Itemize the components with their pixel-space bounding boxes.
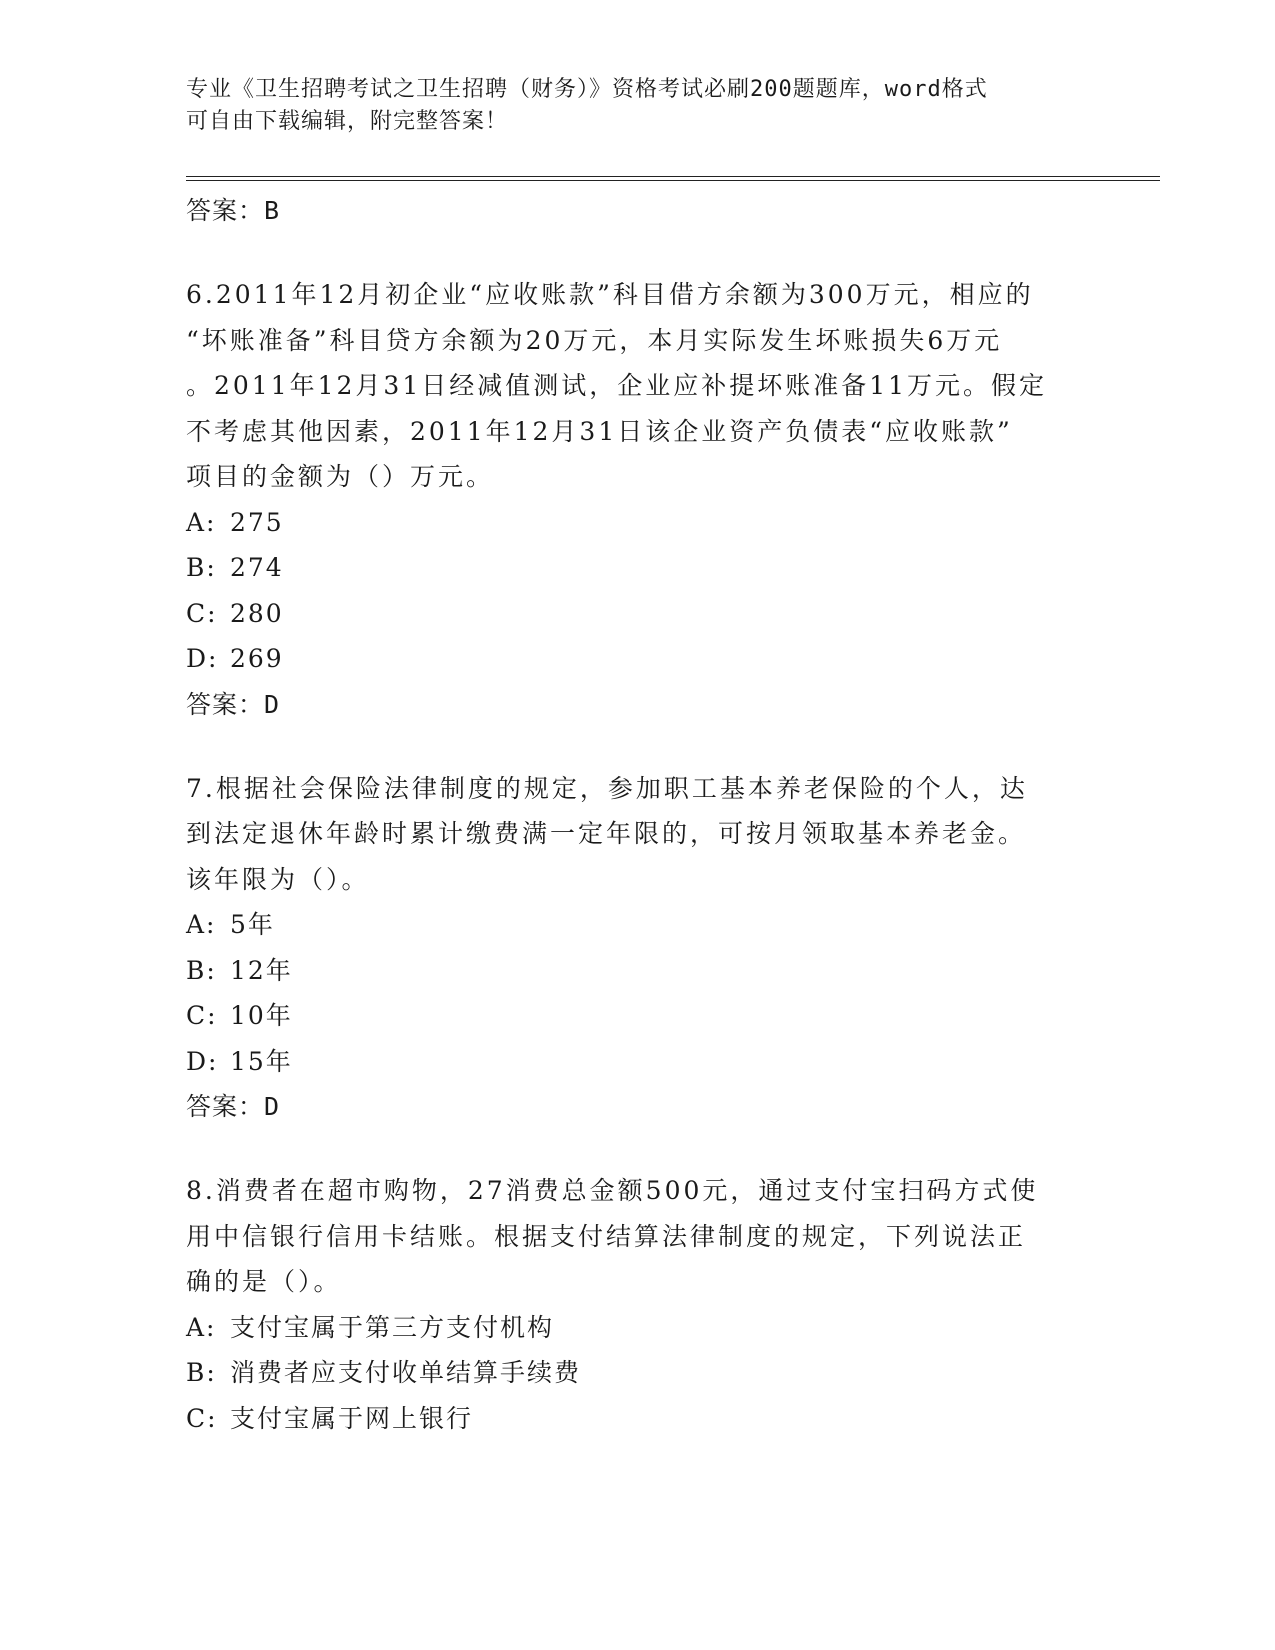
option-letter: A: (186, 1312, 217, 1342)
page-header (186, 74, 1066, 138)
option-text: 275 (230, 507, 284, 537)
question-answer: 答案：D (186, 689, 281, 719)
option-letter: B: (186, 553, 217, 582)
option-letter: A: (186, 910, 217, 939)
option-text: 280 (230, 598, 284, 628)
header-line-1: 专业《卫生招聘考试之卫生招聘（财务）》资格考试必刷200题题库，word格式 (186, 77, 988, 102)
option-c (186, 993, 1086, 1039)
option-letter: A: (186, 507, 217, 537)
option-text: 15年 (230, 1046, 293, 1076)
option-letter: C: (186, 598, 218, 628)
option-text: 消费者应支付收单结算手续费 (230, 1358, 582, 1387)
option-text: 12年 (230, 955, 293, 985)
option-text: 5年 (230, 910, 275, 939)
option-a (186, 500, 1086, 546)
option-d (186, 1039, 1086, 1085)
question-stem-line: 8.消费者在超市购物，27消费总金额500元，通过支付宝扫码方式使 (186, 1176, 1039, 1205)
option-text: 支付宝属于第三方支付机构 (230, 1312, 555, 1342)
question-stem-line: 到法定退休年龄时累计缴费满一定年限的，可按月领取基本养老金。 (186, 819, 1027, 848)
option-text: 274 (230, 553, 284, 582)
option-b (186, 1350, 1086, 1396)
question-stem-line: “坏账准备”科目贷方余额为20万元，本月实际发生坏账损失6万元 (186, 325, 1003, 355)
option-text: 支付宝属于网上银行 (230, 1403, 474, 1433)
option-b (186, 948, 1086, 994)
option-letter: D: (186, 1046, 219, 1076)
option-b (186, 545, 1086, 591)
question-stem-line: 项目的金额为（）万元。 (186, 462, 495, 491)
document-body (186, 188, 1086, 1441)
option-letter: B: (186, 955, 217, 985)
option-a (186, 1305, 1086, 1351)
question-stem-line: 确的是（）。 (186, 1267, 342, 1296)
option-text: 10年 (230, 1001, 293, 1030)
question-7 (186, 766, 1086, 1131)
option-letter: B: (186, 1358, 217, 1387)
question-stem-line: 该年限为（）。 (186, 864, 370, 894)
question-stem-line: 不考虑其他因素，2011年12月31日该企业资产负债表“应收账款” (186, 416, 1013, 446)
question-stem-line: 6.2011年12月初企业“应收账款”科目借方余额为300万元，相应的 (186, 280, 1034, 309)
question-answer: 答案：D (186, 1092, 281, 1121)
option-letter: C: (186, 1001, 218, 1030)
option-letter: C: (186, 1403, 218, 1433)
option-letter: D: (186, 644, 219, 673)
header-line-2: 可自由下载编辑，附完整答案！ (186, 109, 509, 134)
option-c (186, 591, 1086, 637)
question-6 (186, 272, 1086, 728)
question-stem-line: 7.根据社会保险法律制度的规定，参加职工基本养老保险的个人，达 (186, 773, 1028, 803)
option-text: 269 (230, 644, 284, 673)
question-stem-line: 。2011年12月31日经减值测试，企业应补提坏账准备11万元。假定 (186, 371, 1048, 400)
previous-answer: 答案：B (186, 196, 281, 225)
option-a (186, 902, 1086, 948)
option-d (186, 636, 1086, 682)
question-stem-line: 用中信银行信用卡结账。根据支付结算法律制度的规定，下列说法正 (186, 1221, 1027, 1251)
question-8 (186, 1168, 1086, 1441)
option-c (186, 1396, 1086, 1442)
header-divider (186, 176, 1160, 181)
